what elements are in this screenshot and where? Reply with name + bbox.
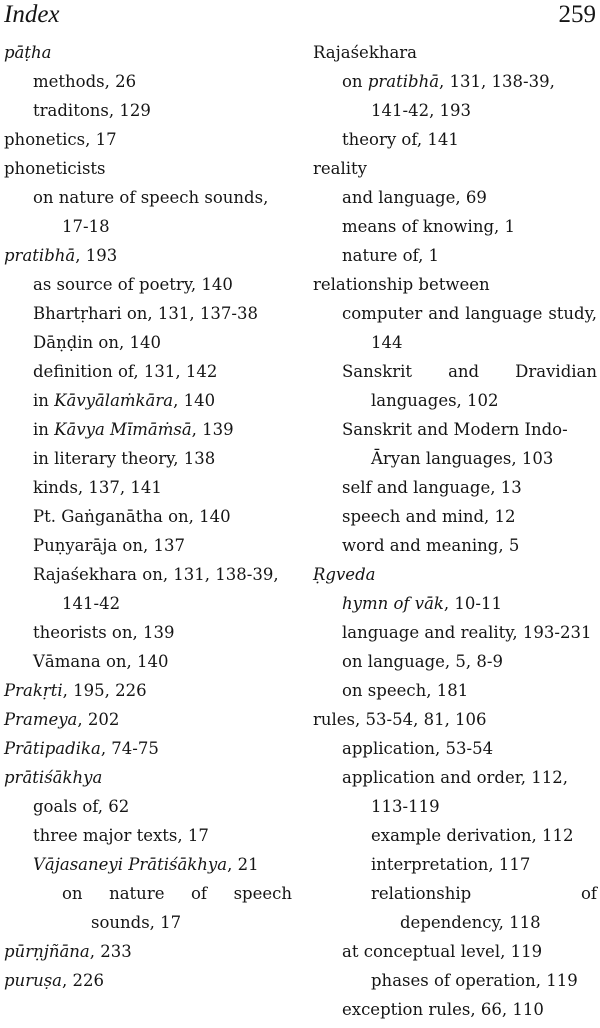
section-title: Index [4,1,60,28]
index-term-italic: Vājasaneyi Prātiśākhya [33,855,228,874]
index-term-italic: Kāvya Mīmāṁsā [54,420,192,439]
index-subentry [313,937,597,966]
index-text: Vāmana on, 140 [33,652,169,671]
index-text: Sanskrit and Modern Indo-Āryan languages, 103 [342,420,568,468]
index-text: Rajaśekhara [313,43,418,62]
index-term-italic: puruṣa [4,971,63,990]
index-text: , 226 [62,971,104,990]
index-text: application, 53-54 [342,739,494,758]
index-text: phases of operation, 119 [371,971,578,990]
index-term-italic: pratibhā [367,72,440,91]
index-text: on speech, 181 [342,681,469,700]
index-text: in literary theory, 138 [33,449,216,468]
index-text: Bhartṛhari on, 131, 137-38 [33,304,258,323]
index-text: phonetics, 17 [4,130,117,149]
index-subentry [313,502,597,531]
index-text: , 193 [75,246,118,265]
index-text: , 74-75 [100,739,159,758]
index-text: on [342,72,368,91]
index-term-italic: Prātipadika [4,739,101,758]
index-subentry [313,357,597,415]
running-header [0,0,600,34]
index-text: theorists on, 139 [33,623,175,642]
index-subentry [4,67,292,96]
index-entry [4,937,292,966]
index-text: Rajaśekhara on, 131, 138-39, 141-42 [33,565,279,613]
index-term-italic: Ṛgveda [313,565,376,584]
index-entry [313,705,597,734]
index-subentry [4,792,292,821]
index-subentry [313,966,597,995]
index-subentry [313,241,597,270]
index-text: reality [313,159,367,178]
index-text: definition of, 131, 142 [33,362,218,381]
index-subentry [4,183,292,241]
index-subentry [4,444,292,473]
index-subentry [313,589,597,618]
index-subentry [4,473,292,502]
index-text: as source of poetry, 140 [33,275,233,294]
index-subentry [4,299,292,328]
index-text: and language, 69 [342,188,487,207]
index-subentry [313,763,597,821]
index-entry [4,125,292,154]
index-text: on language, 5, 8-9 [342,652,503,671]
index-subentry [313,676,597,705]
index-subentry [313,995,597,1024]
index-text: methods, 26 [33,72,137,91]
index-entry [4,966,292,995]
index-entry [313,560,597,589]
index-subentry [313,212,597,241]
index-text: theory of, 141 [342,130,459,149]
index-text: self and language, 13 [342,478,522,497]
index-subentry [4,647,292,676]
index-entry [313,270,597,299]
index-subentry [4,386,292,415]
index-text: application and order, 112, 113-119 [342,768,569,816]
index-entry [4,676,292,705]
index-entry [4,705,292,734]
index-text: language and reality, 193-231 [342,623,592,642]
index-text: traditons, 129 [33,101,151,120]
index-text: interpretation, 117 [371,855,531,874]
index-text: Puṇyarāja on, 137 [33,536,185,555]
index-term-italic: Prakṛti [4,681,63,700]
index-subentry [4,531,292,560]
index-text: , 140 [173,391,216,410]
index-text: on nature of speech sounds, 17-18 [33,188,269,236]
index-subentry [313,67,597,125]
index-term-italic: hymn of vāk [342,594,444,613]
index-text: , 202 [77,710,120,729]
index-subentry [4,850,292,879]
index-text: , 21 [227,855,259,874]
index-term-italic: pratibhā [4,246,76,265]
index-subentry [313,879,597,937]
index-text: relationship between [313,275,490,294]
index-subentry [4,270,292,299]
index-subentry [4,415,292,444]
index-subentry [4,560,292,618]
index-text: speech and mind, 12 [342,507,516,526]
index-entry [4,154,292,183]
index-subentry [4,328,292,357]
index-text: in [33,391,55,410]
index-entry [4,241,292,270]
index-text: at conceptual level, 119 [342,942,543,961]
index-term-italic: prātiśākhya [4,768,103,787]
index-subentry [313,647,597,676]
index-text: kinds, 137, 141 [33,478,162,497]
index-subentry [313,734,597,763]
index-subentry [313,473,597,502]
index-subentry [313,531,597,560]
index-text: , 139 [191,420,234,439]
index-text: , 195, 226 [62,681,147,700]
index-text: on nature of speech sounds, 17 [62,884,292,932]
index-text: rules, 53-54, 81, 106 [313,710,487,729]
index-subentry [313,850,597,879]
index-column-left [4,38,292,995]
index-entry [4,734,292,763]
index-text: three major texts, 17 [33,826,209,845]
index-subentry [313,821,597,850]
index-subentry [4,502,292,531]
index-text: , 233 [89,942,132,961]
index-text: means of knowing, 1 [342,217,516,236]
index-subentry [4,96,292,125]
index-text: Dāṇḍin on, 140 [33,333,161,352]
index-entry [4,763,292,792]
index-text: goals of, 62 [33,797,130,816]
index-text: relationship of dependency, 118 [371,884,597,932]
index-text: in [33,420,55,439]
index-term-italic: Kāvyālaṁkāra [54,391,174,410]
index-text: , 131, 138-39, 141-42, 193 [371,72,555,120]
index-text: nature of, 1 [342,246,440,265]
index-subentry [313,125,597,154]
index-text: , 10-11 [443,594,502,613]
index-text: Sanskrit and Dravidian languages, 102 [342,362,597,410]
page-number: 259 [558,1,596,28]
index-subentry [313,618,597,647]
index-column-right [313,38,597,1024]
index-text: example derivation, 112 [371,826,574,845]
index-subentry [313,415,597,473]
index-text: Pt. Gaṅganātha on, 140 [33,507,231,526]
index-entry [313,154,597,183]
index-subentry [4,821,292,850]
index-text: phoneticists [4,159,106,178]
index-term-italic: pūrṇjñāna [4,942,90,961]
index-subentry [4,618,292,647]
index-term-italic: Prameya [4,710,78,729]
index-entry [4,38,292,67]
index-entry [313,38,597,67]
index-term-italic: pāṭha [4,43,52,62]
index-subentry [313,183,597,212]
index-subentry [313,299,597,357]
index-subentry [4,357,292,386]
index-text: computer and language study, 144 [342,304,597,352]
index-subentry [4,879,292,937]
index-text: exception rules, 66, 110 [342,1000,544,1019]
index-text: word and meaning, 5 [342,536,520,555]
